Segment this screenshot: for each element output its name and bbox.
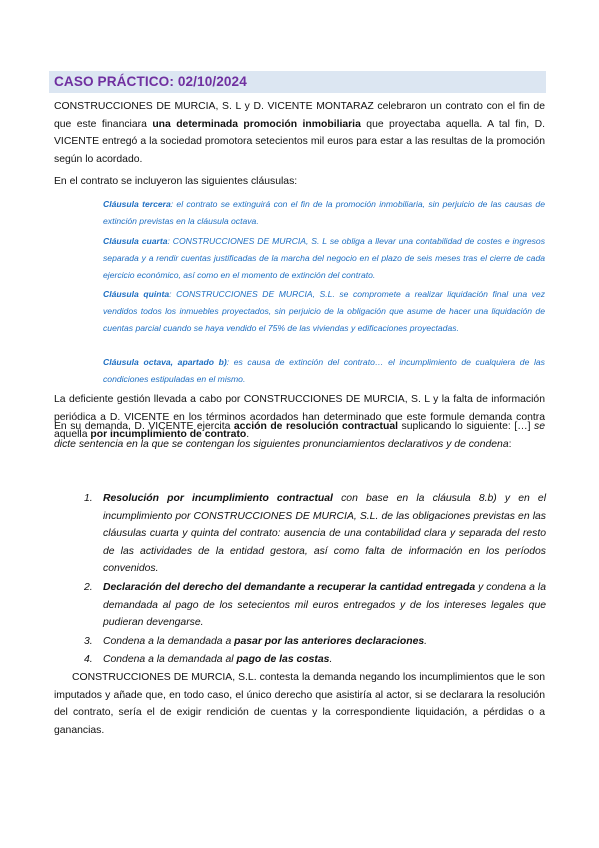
- request-bold: pago de las costas: [236, 654, 330, 666]
- request-bold: Resolución por incumplimiento contractual: [103, 493, 333, 504]
- clause-tercera: [103, 196, 545, 230]
- list-number: 4.: [84, 654, 93, 666]
- paragraph-clauses-intro: En el contrato se incluyeron las siguientes cláusulas:: [54, 176, 298, 187]
- list-number: 2.: [84, 581, 93, 593]
- deficiente-text-c: .: [246, 429, 250, 441]
- clause-label: Cláusula tercera: [103, 199, 171, 209]
- request-text: y condena a la demandada al pago de los setecientos mil euros entregados y de los intereses legales que pudieran devengarse.: [103, 581, 547, 629]
- intro-text-c: que proyectaba aquella. A tal fin, D. VICENTE entregó a la sociedad promotora setecientos mil euros para estar a las resultas de la promoción según lo acordado.: [54, 118, 545, 165]
- suplica-text-a: En su demanda, D. VICENTE ejercita: [54, 421, 234, 432]
- suplica-text-c: suplicando lo siguiente: […]: [398, 421, 535, 432]
- list-item: [84, 579, 546, 632]
- clause-octava: [103, 354, 545, 388]
- list-item: [84, 633, 546, 651]
- clause-text: : es causa de extinción del contrato… el incumplimiento de cualquiera de las condiciones estipuladas en el mismo.: [103, 357, 545, 384]
- request-text: con base en la cláusula 8.b) y en el incumplimiento por CONSTRUCCIONES DE MURCIA, S.L. de las obligaciones previstas en las cláusulas cuarta y quinta del contrato: ausencia de una contabilidad clara y separada del resto de las actividades de la entidad gestora, así como falta de información en los períodos convenidos.: [103, 493, 547, 575]
- request-text: .: [424, 635, 428, 647]
- request-text: .: [329, 654, 333, 666]
- clause-cuarta: [103, 233, 545, 283]
- clause-text: : CONSTRUCCIONES DE MURCIA, S. L se obliga a llevar una contabilidad de costes e ingresos separada y a rendir cuentas justificadas de la marcha del negocio en el plazo de seis meses tras el cierre de cada ejercicio económico, así como en el momento de extinción del contrato.: [103, 236, 545, 280]
- clause-label: Cláusula cuarta: [103, 236, 168, 246]
- request-bold: Declaración del derecho del demandante a recuperar la cantidad entregada: [103, 581, 476, 593]
- intro-text-bold: una determinada promoción inmobiliaria: [152, 118, 361, 130]
- deficiente-text-bold: por incumplimiento de contrato: [90, 429, 247, 441]
- list-item: [84, 651, 546, 669]
- request-pre: Condena a la demandada al: [103, 654, 237, 666]
- paragraph-intro: [54, 98, 545, 168]
- suplica-text-e: :: [508, 438, 512, 450]
- clause-label: Cláusula quinta: [103, 289, 170, 299]
- list-number: 3.: [84, 635, 93, 647]
- page-title: CASO PRÁCTICO: 02/10/2024: [54, 74, 247, 89]
- request-list: [84, 490, 546, 670]
- clause-label: Cláusula octava, apartado b): [103, 357, 227, 367]
- paragraph-suplica: [54, 418, 545, 453]
- request-pre: Condena a la demandada a: [103, 635, 235, 647]
- clause-text: : CONSTRUCCIONES DE MURCIA, S.L. se compromete a realizar liquidación final una vez vendidos todos los inmuebles proyectados, sin perjuicio de la obligación que asume de hacer una liquidación de cuentas parcial cuando se haya vendido el 75% de las viviendas y edificaciones proyectadas.: [103, 289, 546, 333]
- list-number: 1.: [84, 493, 93, 504]
- intro-text-a: CONSTRUCCIONES DE MURCIA, S. L y D. VICENTE MONTARAZ celebraron un contrato con el fin de que este financiara: [54, 101, 545, 130]
- request-bold: pasar por las anteriores declaraciones: [234, 635, 425, 647]
- suplica-text-italic: se dicte sentencia en la que se contengan los siguientes pronunciamientos declarativos y de condena: [54, 421, 545, 450]
- deficiente-text-a: La deficiente gestión llevada a cabo por CONSTRUCCIONES DE MURCIA, S. L y la falta de información periódica a D. VICENTE en los términos acordados han determinado que este formule demanda contra aquella: [54, 394, 545, 441]
- suplica-text-bold: acción de resolución contractual: [233, 421, 399, 432]
- clause-quinta: [103, 286, 545, 336]
- clause-text: : el contrato se extinguirá con el fin de la promoción inmobiliaria, sin perjuicio de las causas de extinción previstas en la cláusula octava.: [103, 199, 545, 226]
- paragraph-contestacion: CONSTRUCCIONES DE MURCIA, S.L. contesta la demanda negando los incumplimientos que le son imputados y añade que, en todo caso, el único derecho que asistiría al actor, si se declarara la resolución del contrato, sería el de exigir rendición de cuentas y la correspondiente liquidación, a pérdidas o a ganancias.: [54, 672, 545, 736]
- list-item: [84, 490, 546, 578]
